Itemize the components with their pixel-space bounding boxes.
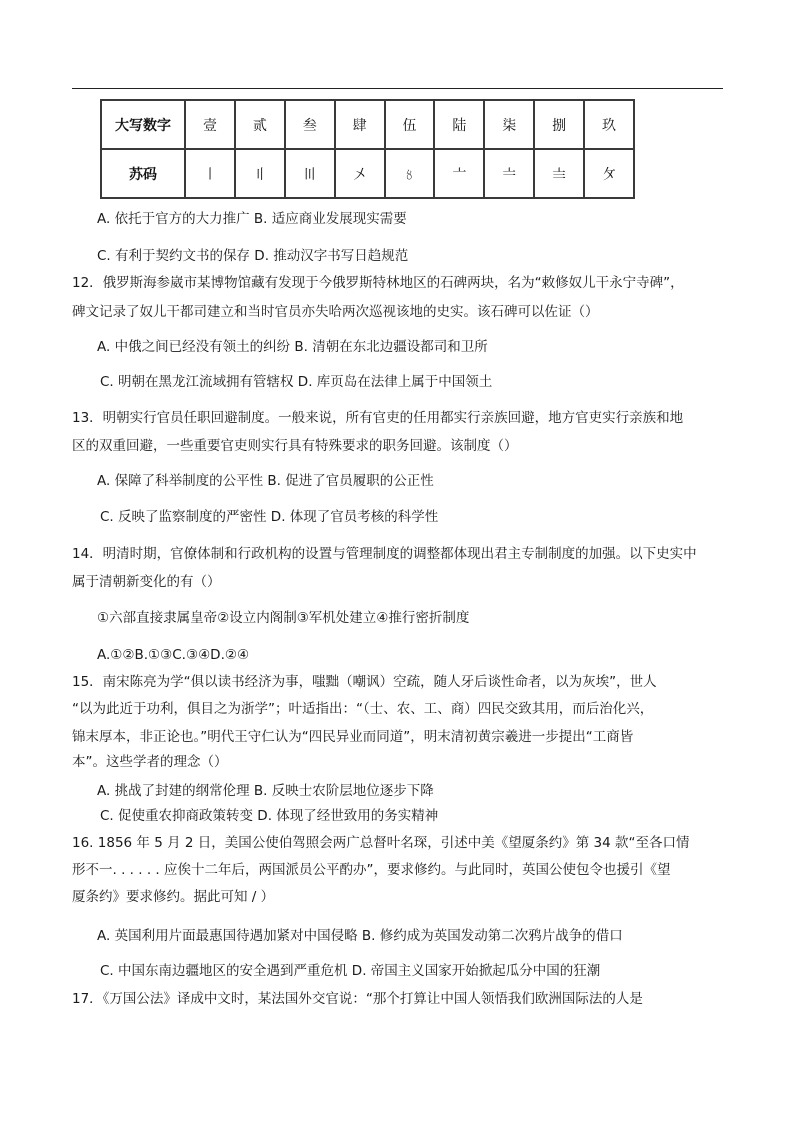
table-header-suzhou: 苏码 — [101, 149, 185, 198]
q15-options-ab: A. 挑战了封建的纲常伦理 B. 反映士农阶层地位逐步下降 — [97, 783, 434, 799]
q15-stem-line3: 锦末厚本，非正论也。”明代王守仁认为“四民异业而同道”，明末清初黄宗羲进一步提出“工商皆 — [72, 729, 634, 745]
q16-options-cd: C. 中国东南边疆地区的安全遇到严重危机 D. 帝国主义国家开始掀起瓜分中国的狂潮 — [100, 963, 601, 979]
q12-options-ab: A. 中俄之间已经没有领土的纠纷 B. 清朝在东北边疆设都司和卫所 — [97, 339, 488, 355]
q14-stem-line2: 属于清朝新变化的有（） — [72, 574, 221, 590]
q15-stem-line4: 本”。这些学者的理念（） — [72, 754, 228, 770]
table-cell: 柒 — [484, 100, 534, 149]
table-cell: 〨 — [534, 149, 584, 198]
table-row-capital — [101, 100, 634, 149]
q16-stem-line3: 厦条约》要求修约。据此可知 / ） — [72, 889, 275, 905]
table-cell: 〢 — [235, 149, 285, 198]
table-cell: 肆 — [335, 100, 385, 149]
table-cell: 〥 — [385, 149, 435, 198]
q15-stem-line2: “以为此近于功利，俱目之为浙学”；叶适指出：“（士、农、工、商）四民交致其用，而后治化兴， — [72, 701, 654, 717]
q11-options-ab: A. 依托于官方的大力推广 B. 适应商业发展现实需要 — [97, 211, 407, 227]
table-header-capital: 大写数字 — [101, 100, 185, 149]
table-cell: 贰 — [235, 100, 285, 149]
table-cell: 〦 — [434, 149, 484, 198]
table-cell: 捌 — [534, 100, 584, 149]
table-cell: 〡 — [185, 149, 235, 198]
q14-stem-line1: 14．明清时期，官僚体制和行政机构的设置与管理制度的调整都体现出君主专制制度的加强。以下史实中 — [72, 546, 697, 562]
q12-options-cd: C. 明朝在黑龙江流域拥有管辖权 D. 库页岛在法律上属于中国领土 — [100, 374, 493, 390]
q16-stem-line2: 形不一. . . . . . 应俟十二年后，两国派员公平酌办”，要求修约。与此同时，英国公使包令也援引《望 — [72, 862, 671, 878]
q12-stem-line1: 12．俄罗斯海参崴市某博物馆藏有发现于今俄罗斯特林地区的石碑两块，名为“敕修奴儿干永宁寺碑”， — [72, 275, 684, 291]
q14-options: A.①②B.①③C.③④D.②④ — [97, 647, 250, 663]
q13-stem-line2: 区的双重回避，一些重要官吏则实行具有特殊要求的职务回避。该制度（） — [72, 438, 518, 454]
table-cell: 玖 — [584, 100, 634, 149]
table-cell: 壹 — [185, 100, 235, 149]
table-cell: 叁 — [285, 100, 335, 149]
q11-options-cd: C. 有利于契约文书的保存 D. 推动汉字书写日趋规范 — [97, 248, 409, 264]
q13-stem-line1: 13．明朝实行官员任职回避制度。一般来说，所有官吏的任用都实行亲族回避，地方官吏实行亲族和地 — [72, 410, 684, 426]
q13-options-ab: A. 保障了科举制度的公平性 B. 促进了官员履职的公正性 — [97, 473, 434, 489]
header-rule — [72, 88, 723, 89]
table-cell: 〤 — [335, 149, 385, 198]
q14-items: ①六部直接隶属皇帝②设立内阁制③军机处建立④推行密折制度 — [97, 610, 470, 626]
table-cell: 〧 — [484, 149, 534, 198]
q15-options-cd: C. 促使重农抑商政策转变 D. 体现了经世致用的务实精神 — [100, 808, 439, 824]
q15-stem-line1: 15．南宋陈亮为学“俱以读书经济为事，嗤黜（嘲讽）空疏，随人牙后谈性命者，以为灰埃”，世人 — [72, 674, 657, 690]
table-row-suzhou — [101, 149, 634, 198]
q16-options-ab: A. 英国利用片面最惠国待遇加紧对中国侵略 B. 修约成为英国发动第二次鸦片战争的借口 — [97, 928, 623, 944]
table-cell: 伍 — [385, 100, 435, 149]
q12-stem-line2: 碑文记录了奴儿干都司建立和当时官员亦失哈两次巡视该地的史实。该石碑可以佐证（） — [72, 304, 599, 320]
table-cell: 陆 — [434, 100, 484, 149]
table-cell: 〩 — [584, 149, 634, 198]
numeral-table — [100, 99, 635, 199]
q13-options-cd: C. 反映了监察制度的严密性 D. 体现了官员考核的科学性 — [100, 509, 439, 525]
q16-stem-line1: 16. 1856 年 5 月 2 日，美国公使伯驾照会两广总督叶名琛，引述中美《望厦条约》第 34 款“至各口情 — [72, 835, 690, 851]
q17-stem-line1: 17．《万国公法》译成中文时，某法国外交官说：“那个打算让中国人领悟我们欧洲国际法的人是 — [72, 991, 643, 1007]
table-cell: 〣 — [285, 149, 335, 198]
